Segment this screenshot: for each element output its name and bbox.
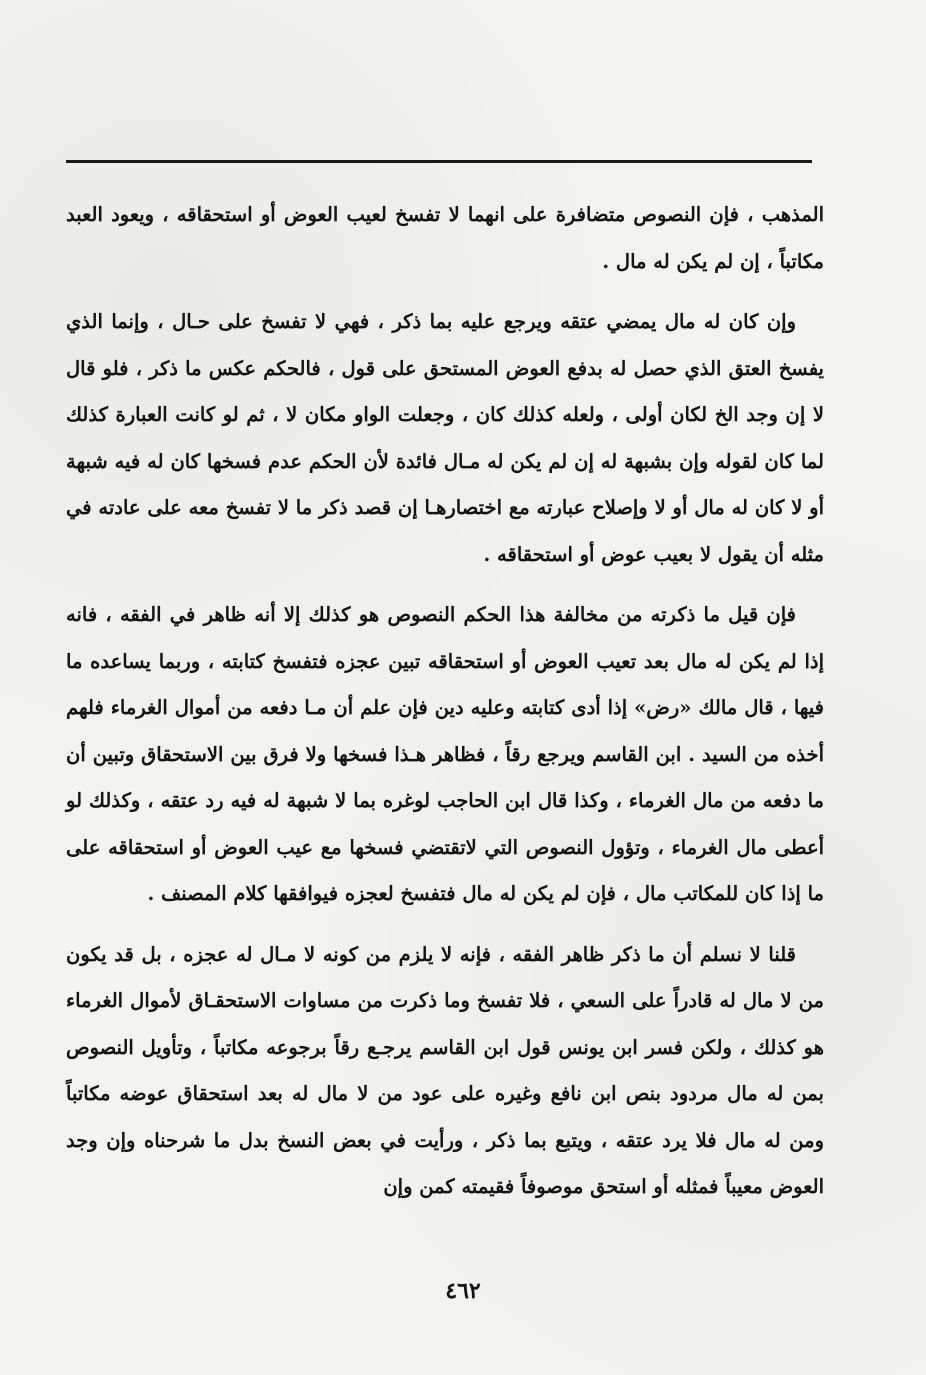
paragraph-2: وإن كان له مال يمضي عتقه ويرجع عليه بما ذكر ، فهي لا تفسخ على حـال ، وإنما الذي يفسخ العتق الذي حصل له بدفع العوض المستحق على قول ، فالحكم عكس ما ذكر ، فلو قال لا إن وجد الخ لكان أولى ، ولعله كذلك كان ، وجعلت الواو مكان لا ، ثم لو كانت العبارة كذلك لما كان لقوله وإن بشبهة له إن لم يكن له مـال فائدة لأن الحكم عدم فسخها كان له فيه شبهة أو لا كان له مال أو لا وإصلاح عبارته مع اختصارهـا إن قصد ذكر ما لا تفسخ معه على عادته في مثله أن يقول لا بعيب عوض أو استحقاقه . — [66, 310, 824, 566]
paragraph-4: قلنا لا نسلم أن ما ذكر ظاهر الفقه ، فإنه لا يلزم من كونه لا مـال له عجزه ، بل قد يكون من لا مال له قادراً على السعي ، فلا تفسخ وما ذكرت من مساوات الاستحقـاق لأموال الغرماء هو كذلك ، ولكن فسر ابن يونس قول ابن القاسم يرجـع رقاً برجوعه مكاتباً ، وتأويل النصوص بمن له مال مردود بنص ابن نافع وغيره على عود من لا مال له بعد استحقاق عوضه مكاتباً ومن له مال فلا يرد عتقه ، ويتبع بما ذكر ، ورأيت في بعض النسخ بدل ما شرحناه وإن وجد العوض معيباً فمثله أو استحق موصوفاً فقيمته كمن وإن — [66, 942, 824, 1198]
paragraph-3: فإن قيل ما ذكرته من مخالفة هذا الحكم النصوص هو كذلك إلا أنه ظاهر في الفقه ، فانه إذا لم يكن له مال بعد تعيب العوض أو استحقاقه تبين عجزه فتفسخ كتابته ، وربما يساعده ما فيها ، قال مالك «رض» إذا أدى كتابته وعليه دين فإن علم أن مـا دفعه من أموال الغرماء فلهم أخذه من السيد . ابن القاسم ويرجع رقاً ، فظاهر هـذا فسخها ولا فرق بين الاستحقاق وتبين أن ما دفعه من مال الغرماء ، وكذا قال ابن الحاجب لوغره بما لا شبهة له فيه رد عتقه ، وكذلك لو أعطى مال الغرماء ، وتؤول النصوص التي لاتقتضي فسخها مع عيب العوض أو استحقاقه على ما إذا كان للمكاتب مال ، فإن لم يكن له مال فتفسخ لعجزه فيوافقها كلام المصنف . — [66, 603, 824, 905]
page-number: ٤٦٢ — [445, 1278, 481, 1304]
header-rule — [66, 160, 812, 163]
paragraph-1: المذهب ، فإن النصوص متضافرة على انهما لا تفسخ لعيب العوض أو استحقاقه ، ويعود العبد مكاتباً ، إن لم يكن له مال . — [66, 203, 824, 273]
body-text — [66, 192, 824, 1211]
